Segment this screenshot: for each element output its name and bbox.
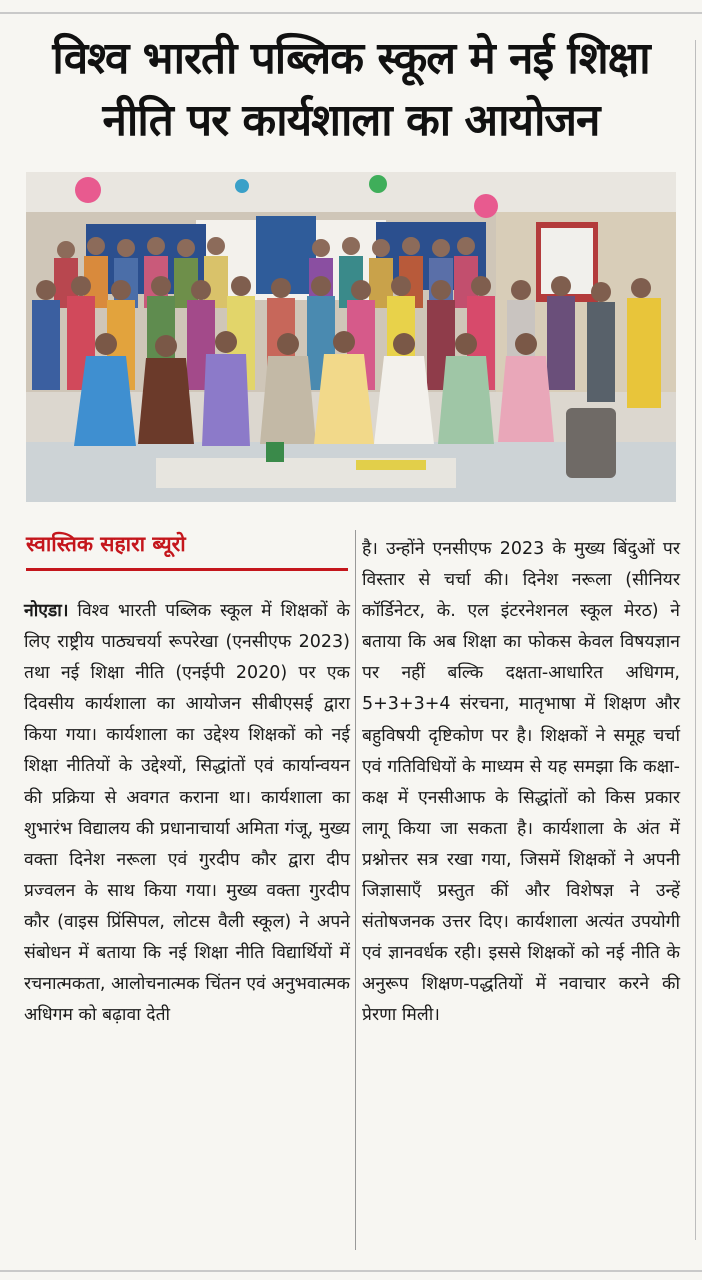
column-rule-right [695, 40, 696, 1240]
byline: स्वास्तिक सहारा ब्यूरो [26, 532, 186, 556]
group-photo-illustration [26, 172, 676, 502]
dateline: नोएडा। [24, 601, 69, 621]
article-body-right [362, 534, 680, 1032]
body-text-right: है। उन्होंने एनसीएफ 2023 के मुख्य बिंदुओं पर विस्तार से चर्चा की। दिनेश नरूला (सीनियर कॉर्डिनेटर, के. एल इंटरनेशनल स्कूल मेरठ) ने बताया कि अब शिक्षा का फोकस केवल विषयज्ञान पर नहीं बल्कि दक्षता-आधारित अधिगम, 5+3+3+4 संरचना, मातृभाषा में शिक्षण और बहुविषयी दृष्टिकोण पर है। शिक्षकों ने समूह चर्चा एवं गतिविधियों के माध्यम से यह समझा कि कक्षा-कक्ष में एनसीआफ के सिद्धांतों को किस प्रकार लागू किया जा सकता है। कार्यशाला के अंत में प्रश्नोत्तर सत्र रखा गया, जिसमें शिक्षकों ने अपनी जिज्ञासाएँ प्रस्तुत कीं और विशेषज्ञ ने उन्हें संतोषजनक उत्तर दिए। कार्यशाला अत्यंत उपयोगी एवं ज्ञानवर्धक रही। इससे शिक्षकों को नई नीति के अनुरूप शिक्षण-पद्धतियों में नवाचार करने की प्रेरणा मिली। [362, 539, 680, 1026]
article-body-left [24, 596, 350, 1031]
bottom-rule [0, 1270, 702, 1272]
byline-rule [26, 568, 348, 571]
body-text-left: विश्व भारती पब्लिक स्कूल में शिक्षकों के लिए राष्ट्रीय पाठ्यचर्या रूपरेखा (एनसीएफ 2023) तथा नई शिक्षा नीति (एनईपी 2020) पर एक दिवसीय कार्यशाला का आयोजन सीबीएसई द्वारा किया गया। कार्यशाला का उद्देश्य शिक्षकों को नई शिक्षा नीतियों के उद्देश्यों, सिद्धांतों एवं कार्यान्वयन की प्रक्रिया से अवगत कराना था। कार्यशाला का शुभारंभ विद्यालय की प्रधानाचार्या अमिता गंजू, मुख्य वक्ता दिनेश नरूला एवं गुरदीप कौर द्वारा दीप प्रज्वलन के साथ किया गया। मुख्य वक्ता गुरदीप कौर (वाइस प्रिंसिपल, लोटस वैली स्कूल) ने अपने संबोधन में बताया कि नई शिक्षा नीति विद्यार्थियों में रचनात्मकता, आलोचनात्मक चिंतन एवं अनुभवात्मक अधिगम को बढ़ावा देती [24, 601, 350, 1026]
column-divider [355, 530, 356, 1250]
top-rule [0, 12, 702, 14]
headline: विश्व भारती पब्लिक स्कूल मे नई शिक्षा नीति पर कार्यशाला का आयोजन [52, 33, 650, 146]
group-photo [26, 172, 676, 502]
